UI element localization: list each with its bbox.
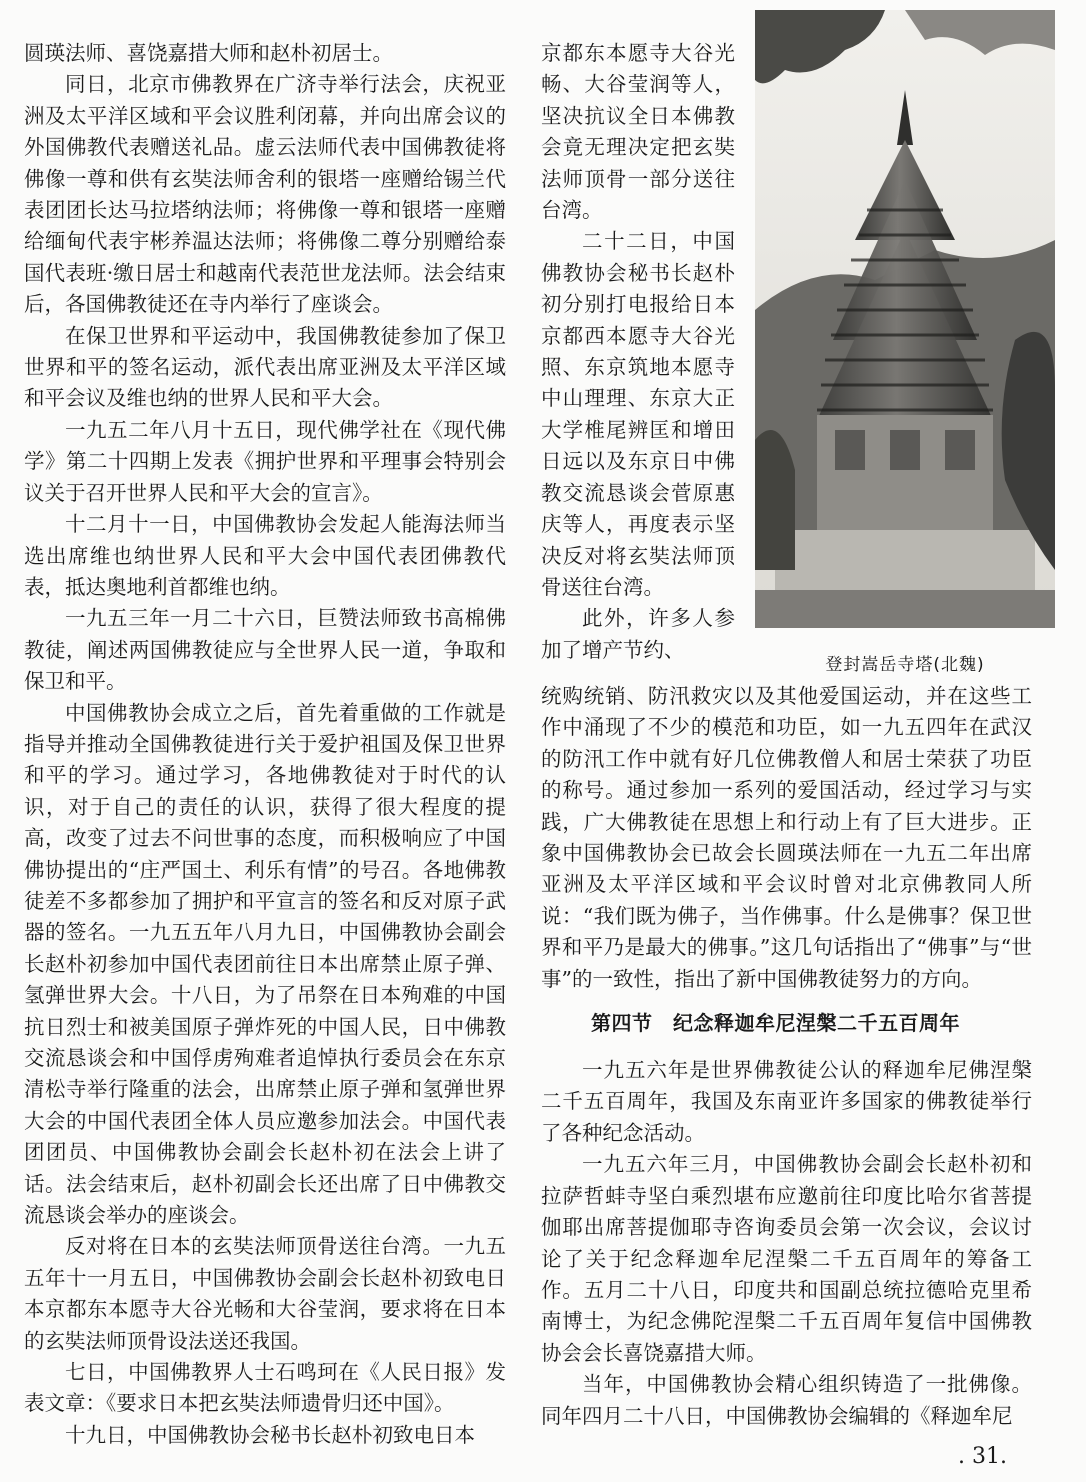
paragraph: 七日，中国佛教界人士石鸣珂在《人民日报》发表文章：《要求日本把玄奘法师遗骨归还中国》。 <box>24 1360 506 1416</box>
left-text-column <box>24 38 506 1451</box>
paragraph: 一九五六年三月，中国佛教协会副会长赵朴初和拉萨哲蚌寺坚白乘烈堪布应邀前往印度比哈尔省菩提伽耶出席菩提伽耶寺咨询委员会第一次会议，会议讨论了关于纪念释迦牟尼涅槃二千五百周年的筹备工作。五月二十八日，印度共和国副总统拉德哈克里希南博士，为纪念佛陀涅槃二千五百周年复信中国佛教协会会长喜饶嘉措大师。 <box>541 1152 1032 1365</box>
paragraph: 二十二日，中国佛教协会秘书长赵朴初分别打电报给日本京都西本愿寺大谷光照、东京筑地本愿寺中山理理、东京大正大学椎尾辨匡和增田日远以及东京日中佛教交流恳谈会菅原惠庆等人，再度表示坚决反对将玄奘法师顶骨送往台湾。 <box>541 229 735 599</box>
paragraph: 十二月十一日，中国佛教协会发起人能海法师当选出席维也纳世界人民和平大会中国代表团佛教代表，抵达奥地利首都维也纳。 <box>24 512 506 599</box>
right-text-column-top <box>541 38 735 666</box>
paragraph: 当年，中国佛教协会精心组织铸造了一批佛像。同年四月二十八日，中国佛教协会编辑的《释迦牟尼 <box>541 1372 1032 1428</box>
paragraph: 反对将在日本的玄奘法师顶骨送往台湾。一九五五年十一月五日，中国佛教协会副会长赵朴初致电日本京都东本愿寺大谷光畅和大谷莹润，要求将在日本的玄奘法师顶骨设法送还我国。 <box>24 1234 506 1353</box>
pagoda-illustration <box>755 10 1055 628</box>
paragraph: 统购统销、防汛救灾以及其他爱国运动，并在这些工作中涌现了不少的模范和功臣，如一九五四年在武汉的防汛工作中就有好几位佛教僧人和居士荣获了功臣的称号。通过参加一系列的爱国活动，经过学习与实践，广大佛教徒在思想上和行动上有了巨大进步。正象中国佛教协会已故会长圆瑛法师在一九五二年出席亚洲及太平洋区域和平会议时曾对北京佛教同人所说：“我们既为佛子，当作佛事。什么是佛事？保卫世界和平乃是最大的佛事。”这几句话指出了“佛事”与“世事”的一致性，指出了新中国佛教徒努力的方向。 <box>541 684 1032 991</box>
paragraph: 一九五二年八月十五日，现代佛学社在《现代佛学》第二十四期上发表《拥护世界和平理事会特别会议关于召开世界人民和平大会的宣言》。 <box>24 417 506 505</box>
right-text-column-bottom <box>541 681 1032 1432</box>
paragraph: 在保卫世界和平运动中，我国佛教徒参加了保卫世界和平的签名运动，派代表出席亚洲及太平洋区域和平会议及维也纳的世界人民和平大会。 <box>24 323 506 411</box>
photo-caption: 登封嵩岳寺塔(北魏) <box>825 655 985 675</box>
pagoda-photo <box>755 10 1055 628</box>
section-heading: 第四节 纪念释迦牟尼涅槃二千五百周年 <box>591 1011 960 1036</box>
paragraph: 圆瑛法师、喜饶嘉措大师和赵朴初居士。 <box>24 41 393 65</box>
page-number: . 31. <box>958 1444 1007 1469</box>
paragraph: 京都东本愿寺大谷光畅、大谷莹润等人，坚决抗议全日本佛教会竟无理决定把玄奘法师顶骨一部分送往台湾。 <box>541 41 735 223</box>
paragraph: 十九日，中国佛教协会秘书长赵朴初致电日本 <box>65 1422 475 1447</box>
paragraph: 此外，许多人参加了增产节约、 <box>541 606 735 662</box>
paragraph: 同日，北京市佛教界在广济寺举行法会，庆祝亚洲及太平洋区域和平会议胜利闭幕，并向出席会议的外国佛教代表赠送礼品。虚云法师代表中国佛教徒将佛像一尊和供有玄奘法师舍利的银塔一座赠给锡兰代表团团长达马拉塔纳法师；将佛像一尊和银塔一座赠给缅甸代表宇彬养温达法师；将佛像二尊分别赠给泰国代表班·缴日居士和越南代表范世龙法师。法会结束后，各国佛教徒还在寺内举行了座谈会。 <box>24 72 506 317</box>
paragraph: 一九五三年一月二十六日，巨赞法师致书高棉佛教徒，阐述两国佛教徒应与全世界人民一道，争取和保卫和平。 <box>24 606 506 694</box>
paragraph: 一九五六年是世界佛教徒公认的释迦牟尼佛涅槃二千五百周年，我国及东南亚许多国家的佛教徒举行了各种纪念活动。 <box>541 1058 1032 1145</box>
paragraph: 中国佛教协会成立之后，首先着重做的工作就是指导并推动全国佛教徒进行关于爱护祖国及保卫世界和平的学习。通过学习，各地佛教徒对于时代的认识，对于自己的责任的认识，获得了很大程度的提高，改变了过去不问世事的态度，而积极响应了中国佛协提出的“庄严国土、利乐有情”的号召。各地佛教徒差不多都参加了拥护和平宣言的签名和反对原子武器的签名。一九五五年八月九日，中国佛教协会副会长赵朴初参加中国代表团前往日本出席禁止原子弹、氢弹世界大会。十八日，为了吊祭在日本殉难的中国抗日烈士和被美国原子弹炸死的中国人民，日中佛教交流恳谈会和中国俘虏殉难者追悼执行委员会在东京清松寺举行隆重的法会，出席禁止原子弹和氢弹世界大会的中国代表团全体人员应邀参加法会。中国代表团团员、中国佛教协会副会长赵朴初在法会上讲了话。法会结束后，赵朴初副会长还出席了日中佛教交流恳谈会举办的座谈会。 <box>24 700 506 1228</box>
